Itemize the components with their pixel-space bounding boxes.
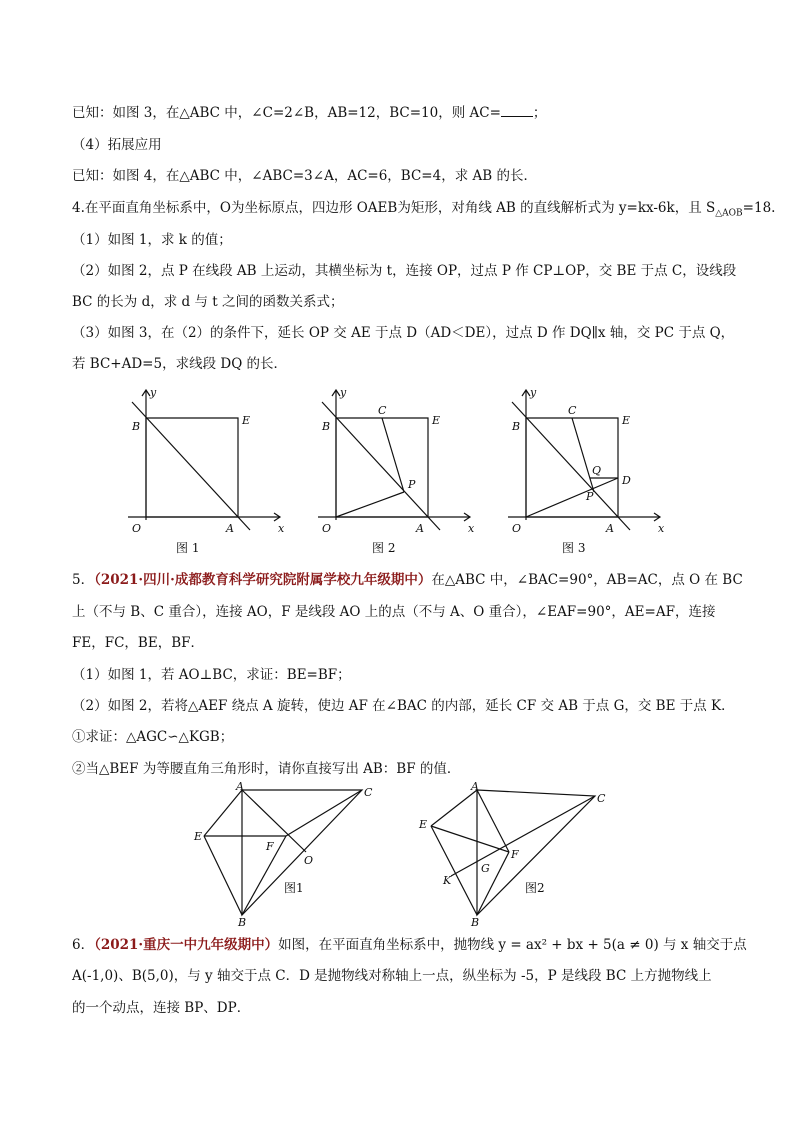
line-AB bbox=[132, 402, 250, 530]
label-E: E bbox=[242, 414, 251, 427]
line-AB bbox=[512, 402, 630, 530]
answer-blank bbox=[501, 104, 533, 117]
problem-6-text: 如图，在平面直角坐标系中，抛物线 y = ax² + bx + 5(a ≠ 0) 与 x 轴交于点 bbox=[278, 937, 747, 953]
label-E: E bbox=[419, 818, 428, 831]
segment-EB bbox=[204, 836, 242, 915]
label-B: B bbox=[238, 916, 247, 929]
area-value: =18. bbox=[742, 200, 776, 216]
label-C: C bbox=[597, 792, 606, 805]
problem-4-figure-2 bbox=[300, 380, 490, 560]
problem-4-part-1: （1）如图 1，求 k 的值； bbox=[72, 232, 232, 248]
label-B: B bbox=[322, 420, 331, 433]
label-D: D bbox=[622, 474, 631, 487]
segment-OP bbox=[336, 492, 404, 517]
problem-6-line-3: 的一个动点，连接 BP、DP． bbox=[72, 1000, 251, 1016]
problem-4-stem bbox=[72, 199, 776, 223]
label-Q: Q bbox=[592, 464, 602, 477]
label-O: O bbox=[512, 522, 522, 535]
problem-5-text: 在△ABC 中，∠BAC=90°，AB=AC，点 O 在 BC bbox=[431, 572, 743, 588]
segment-PC bbox=[572, 418, 594, 492]
text-line-given-fig4: 已知：如图 4，在△ABC 中，∠ABC=3∠A，AC=6，BC=4，求 AB 的长． bbox=[72, 168, 537, 184]
label-E: E bbox=[622, 414, 631, 427]
given-fig3-text: 已知：如图 3，在△ABC 中，∠C=2∠B，AB=12，BC=10，则 AC= bbox=[72, 105, 501, 121]
label-C: C bbox=[378, 404, 387, 417]
label-F: F bbox=[266, 840, 274, 853]
label-P: P bbox=[586, 490, 594, 503]
label-O: O bbox=[132, 522, 142, 535]
problem-5-figure-2 bbox=[415, 780, 615, 930]
text-line-extension: （4）拓展应用 bbox=[72, 137, 162, 153]
problem-5-line-2: 上（不与 B、C 重合），连接 AO，F 是线段 AO 上的点（不与 A、O 重合），∠EAF=90°，AE=AF，连接 bbox=[72, 604, 716, 620]
label-C: C bbox=[364, 786, 373, 799]
problem-6-number: 6． bbox=[72, 937, 95, 953]
semicolon: ； bbox=[532, 105, 547, 121]
label-O: O bbox=[304, 854, 314, 867]
problem-5-number: 5． bbox=[72, 572, 95, 588]
caption-tri2: 图2 bbox=[525, 881, 545, 895]
problem-5-line-3: FE，FC，BE，BF． bbox=[72, 635, 204, 651]
area-subscript: △AOB bbox=[715, 208, 743, 219]
label-x: x bbox=[658, 522, 665, 535]
caption-fig1: 图 1 bbox=[176, 541, 200, 555]
problem-6-source: （2021·重庆一中九年级期中） bbox=[94, 937, 279, 953]
triangle-ABC bbox=[477, 790, 595, 915]
problem-5-part-1: （1）如图 1，若 AO⊥BC，求证：BE=BF； bbox=[72, 667, 351, 683]
problem-6-stem bbox=[72, 936, 747, 954]
label-x: x bbox=[468, 522, 475, 535]
problem-5-source: （2021·四川·成都教育科学研究院附属学校九年级期中） bbox=[94, 572, 432, 588]
label-P: P bbox=[408, 478, 416, 491]
problem-4-part-3b: 若 BC+AD=5，求线段 DQ 的长． bbox=[72, 356, 288, 372]
label-y: y bbox=[530, 386, 537, 399]
segment-PC bbox=[382, 418, 404, 492]
label-y: y bbox=[150, 386, 157, 399]
label-O: O bbox=[322, 522, 332, 535]
label-A: A bbox=[606, 522, 614, 535]
triangle-ABC bbox=[242, 790, 362, 915]
problem-6-line-2: A(-1,0)、B(5,0)，与 y 轴交于点 C．D 是抛物线对称轴上一点，纵坐标为 -5，P 是线段 BC 上方抛物线上 bbox=[72, 968, 712, 984]
label-A: A bbox=[236, 780, 244, 793]
caption-fig3: 图 3 bbox=[562, 541, 586, 555]
problem-4-figure-3 bbox=[490, 380, 680, 560]
problem-5-part-2: （2）如图 2，若将△AEF 绕点 A 旋转，使边 AF 在∠BAC 的内部，延长 CF 交 AB 于点 G，交 BE 于点 K． bbox=[72, 698, 735, 714]
problem-5-part-2-i: ①求证：△AGC∽△KGB； bbox=[72, 729, 234, 745]
label-K: K bbox=[443, 874, 452, 887]
label-x: x bbox=[278, 522, 285, 535]
label-A: A bbox=[416, 522, 424, 535]
problem-5-part-2-ii: ②当△BEF 为等腰直角三角形时，请你直接写出 AB：BF 的值． bbox=[72, 761, 461, 777]
caption-fig2: 图 2 bbox=[372, 541, 396, 555]
problem-4-part-2a: （2）如图 2，点 P 在线段 AB 上运动，其横坐标为 t，连接 OP，过点 P 作 CP⊥OP，交 BE 于点 C，设线段 bbox=[72, 263, 737, 279]
segment-AO bbox=[242, 790, 306, 852]
segment-AE bbox=[204, 790, 242, 836]
label-E: E bbox=[432, 414, 441, 427]
problem-5-stem bbox=[72, 571, 743, 589]
text-line-given-fig3 bbox=[72, 104, 732, 122]
problem-4-part-2b: BC 的长为 d，求 d 与 t 之间的函数关系式； bbox=[72, 294, 344, 310]
label-E: E bbox=[194, 830, 203, 843]
line-AB bbox=[322, 402, 440, 530]
segment-AE bbox=[431, 790, 477, 826]
caption-tri1: 图1 bbox=[284, 881, 304, 895]
problem-4-text: 4.在平面直角坐标系中，O为坐标原点，四边形 OAEB为矩形，对角线 AB 的直线解析式为 y=kx-6k，且 S bbox=[72, 200, 716, 216]
segment-KC bbox=[451, 796, 595, 876]
label-y: y bbox=[340, 386, 347, 399]
segment-OD bbox=[526, 478, 618, 517]
label-G: G bbox=[481, 862, 490, 875]
problem-4-part-3a: （3）如图 3，在（2）的条件下，延长 OP 交 AE 于点 D（AD＜DE），过点 D 作 DQ∥x 轴，交 PC 于点 Q， bbox=[72, 325, 735, 341]
label-B: B bbox=[471, 916, 480, 929]
problem-5-figure-1 bbox=[190, 780, 390, 930]
label-F: F bbox=[511, 848, 519, 861]
label-A: A bbox=[226, 522, 234, 535]
problem-4-figure-1 bbox=[110, 380, 300, 560]
label-C: C bbox=[568, 404, 577, 417]
label-B: B bbox=[132, 420, 141, 433]
label-A: A bbox=[471, 780, 479, 793]
label-B: B bbox=[512, 420, 521, 433]
